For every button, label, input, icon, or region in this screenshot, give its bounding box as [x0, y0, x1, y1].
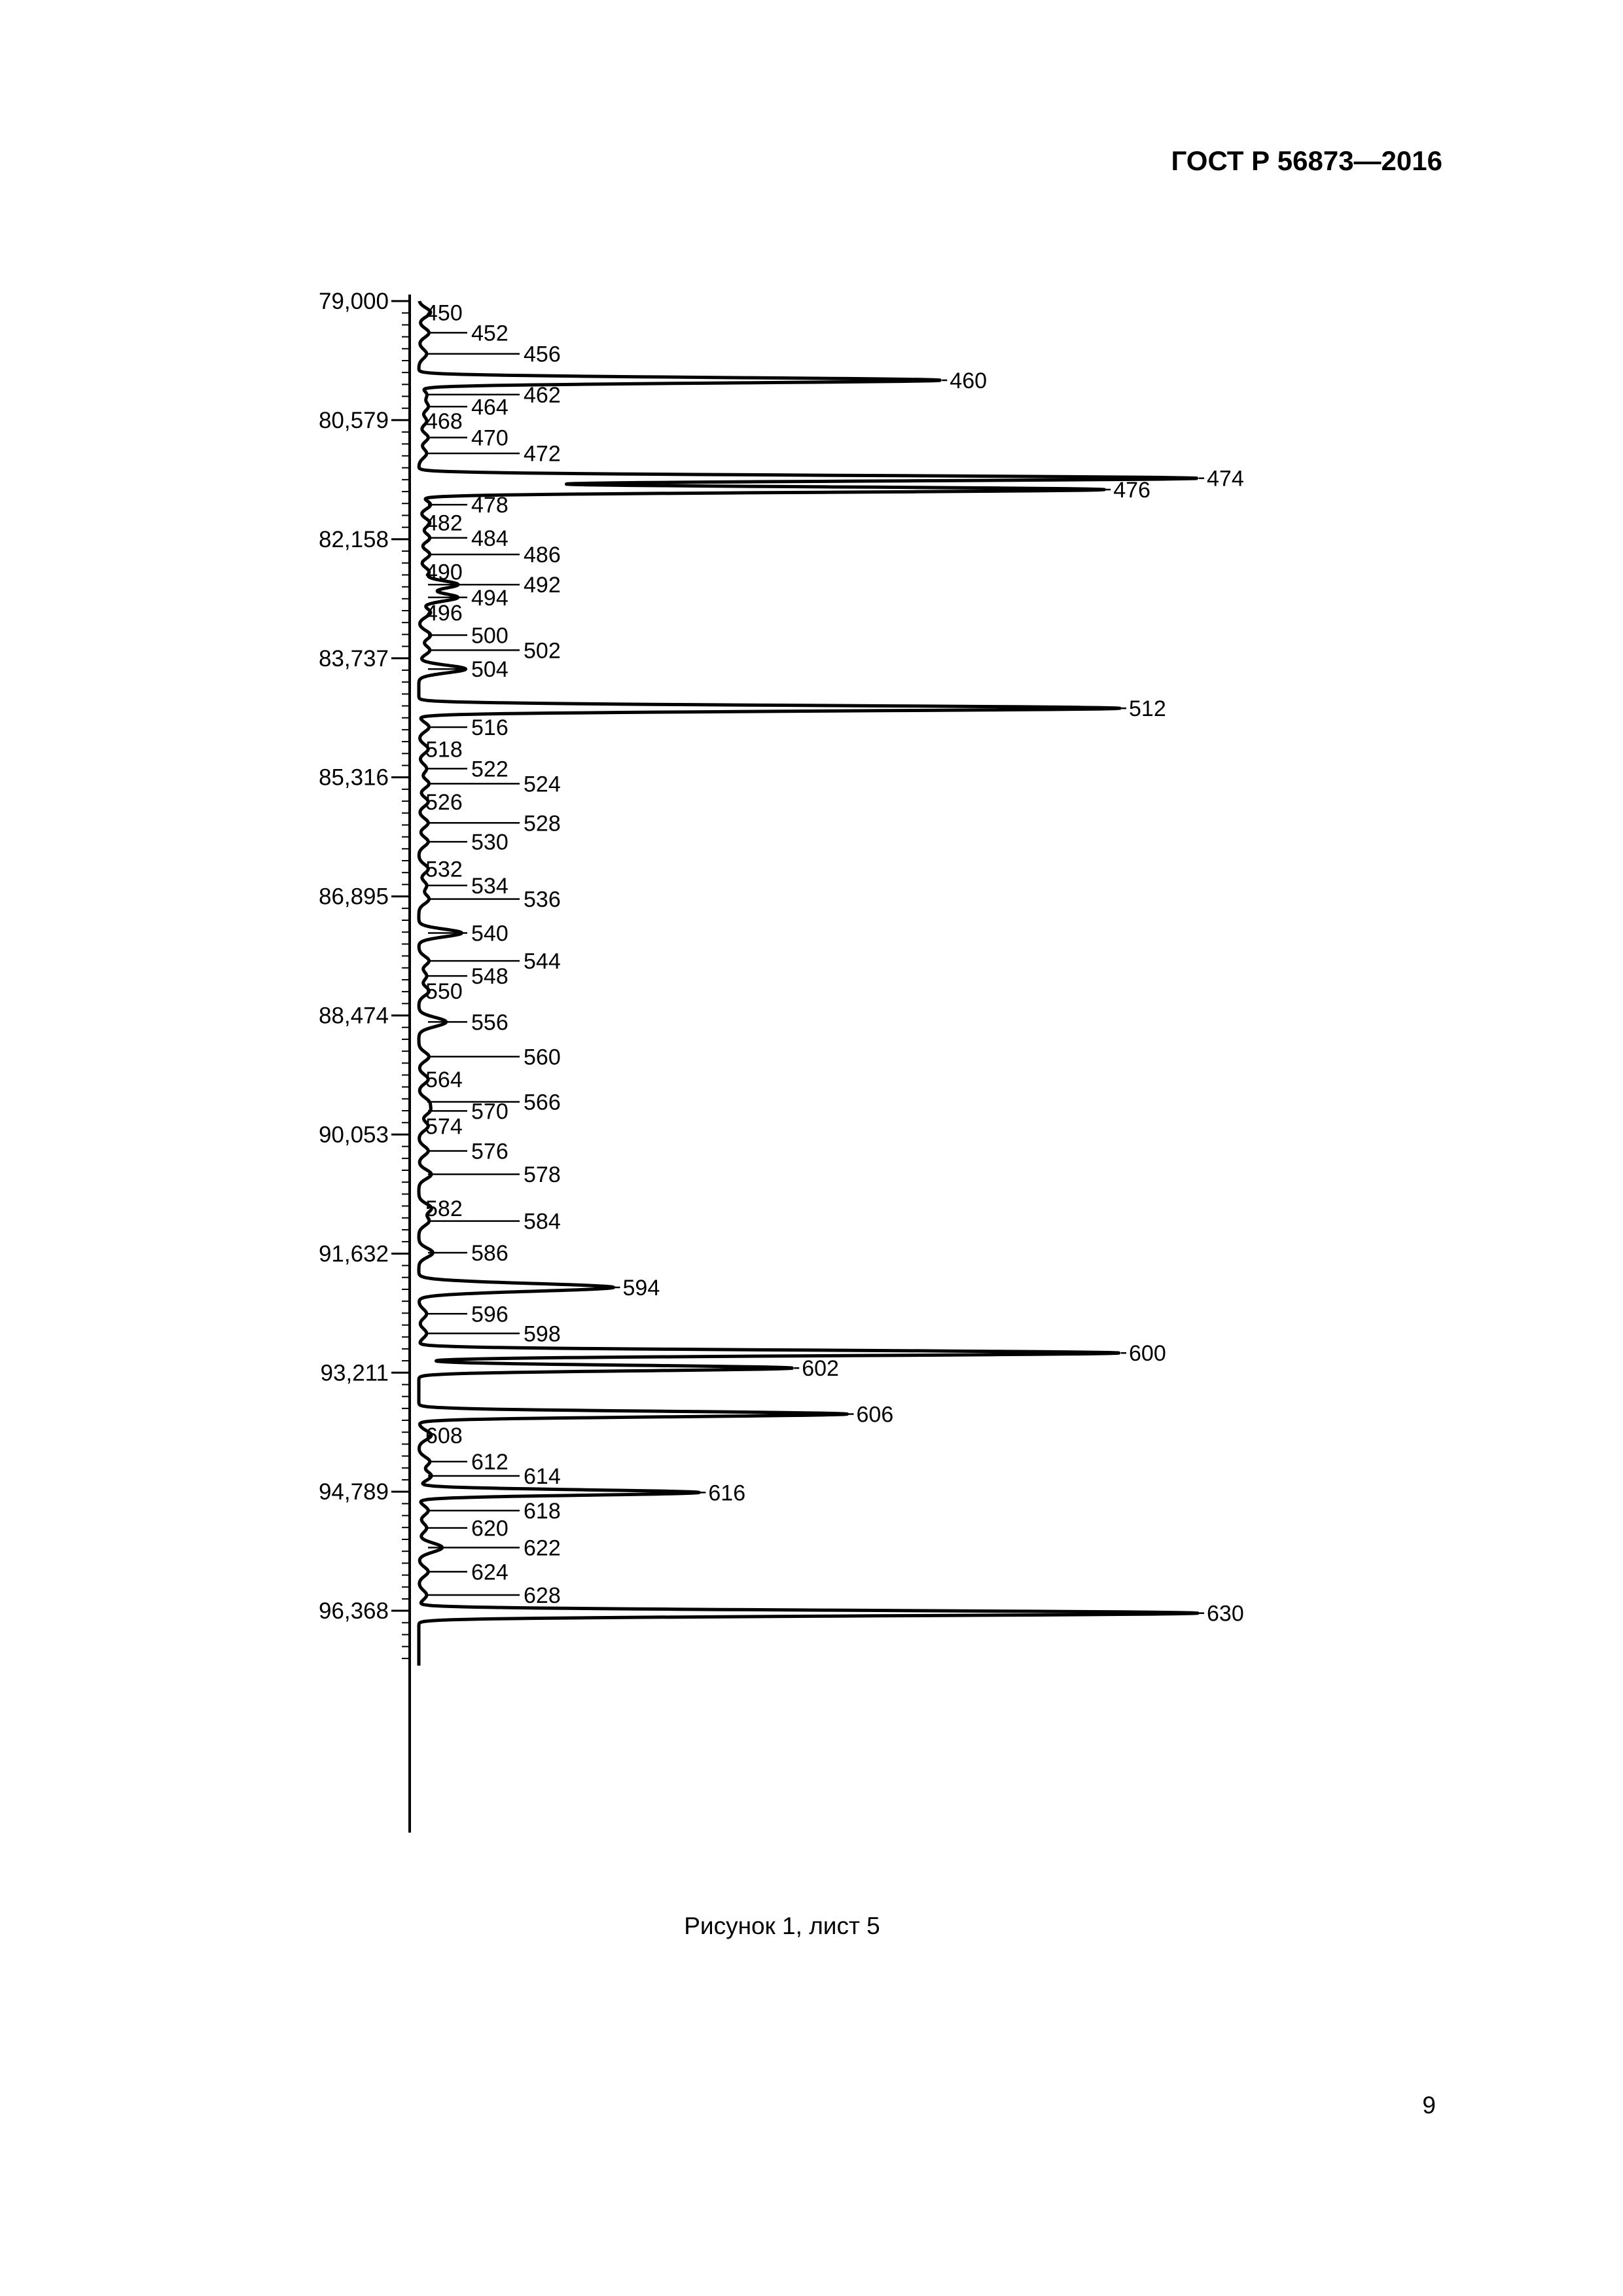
peak-label: 622	[524, 1535, 561, 1561]
peak-label: 472	[524, 441, 561, 467]
peak-label: 524	[524, 772, 561, 797]
peak-point	[425, 768, 427, 770]
figure-caption: Рисунок 1, лист 5	[684, 1912, 880, 1939]
peak-label: 496	[425, 600, 463, 626]
peak-label: 452	[471, 321, 508, 346]
peak-label: 614	[524, 1464, 561, 1490]
peak-point	[425, 1333, 427, 1335]
peak-label: 616	[708, 1480, 746, 1506]
peak-point	[425, 1594, 427, 1596]
peak-label: 584	[524, 1209, 561, 1234]
peak-label: 476	[1113, 478, 1150, 503]
peak-point	[1119, 1352, 1121, 1354]
peak-label: 594	[622, 1275, 660, 1300]
y-tick-label: 82,158	[318, 526, 389, 552]
peak-label: 456	[524, 342, 561, 367]
peak-label: 606	[856, 1402, 894, 1427]
peak-label: 486	[524, 543, 561, 568]
y-tick-label: 86,895	[318, 884, 389, 910]
y-tick-label: 96,368	[318, 1598, 389, 1624]
y-tick-label: 88,474	[318, 1003, 389, 1029]
peak-label: 516	[471, 715, 508, 740]
peak-label: 630	[1207, 1601, 1244, 1626]
peak-label: 624	[471, 1560, 508, 1585]
peak-label: 518	[425, 737, 463, 762]
peak-label: 550	[425, 979, 463, 1005]
y-tick-label: 91,632	[318, 1241, 389, 1267]
peak-label: 450	[425, 300, 463, 326]
y-tick-label: 79,000	[318, 289, 389, 314]
peak-point	[1197, 1612, 1199, 1614]
trace-line	[419, 301, 1198, 1666]
peak-label: 460	[950, 368, 988, 393]
y-tick-label: 85,316	[318, 764, 389, 791]
peak-label: 540	[471, 921, 508, 946]
peak-point	[1103, 489, 1105, 491]
document-designation: ГОСТ Р 56873—2016	[1171, 145, 1442, 176]
peak-labels	[425, 300, 1244, 1626]
peak-label: 500	[471, 623, 508, 649]
peak-label: 556	[471, 1010, 508, 1035]
peak-point	[846, 1413, 848, 1415]
chromatogram-trace	[419, 301, 1199, 1666]
peak-label: 544	[524, 949, 561, 975]
time-axis	[319, 289, 410, 1833]
peak-label: 566	[524, 1090, 561, 1115]
peak-label: 522	[471, 757, 508, 782]
peak-label: 570	[471, 1099, 508, 1124]
peak-point	[1119, 708, 1121, 709]
y-tick-label: 90,053	[318, 1122, 389, 1148]
peak-point	[425, 393, 427, 395]
peak-point	[425, 884, 427, 886]
y-tick-label: 94,789	[318, 1479, 389, 1505]
peak-point	[940, 379, 942, 381]
peak-label: 586	[471, 1240, 508, 1266]
peak-point	[698, 1492, 700, 1494]
peak-label: 598	[524, 1321, 561, 1347]
peak-label: 474	[1207, 466, 1244, 492]
peak-label: 600	[1129, 1341, 1166, 1367]
peak-label: 512	[1129, 696, 1166, 722]
peak-label: 470	[471, 425, 508, 451]
peak-label: 462	[524, 382, 561, 408]
peak-label: 478	[471, 493, 508, 518]
peak-point	[425, 353, 427, 355]
peak-label: 612	[471, 1450, 508, 1475]
peak-label: 490	[425, 560, 463, 585]
peak-label: 482	[425, 511, 463, 536]
peak-label: 468	[425, 409, 463, 435]
page-number: 9	[1422, 2092, 1436, 2119]
peak-label: 628	[524, 1583, 561, 1609]
peak-label: 596	[471, 1302, 508, 1327]
peak-point	[425, 975, 427, 977]
peak-label: 502	[524, 638, 561, 664]
peak-point	[425, 1313, 427, 1315]
peak-point	[613, 1286, 615, 1288]
y-tick-label: 80,579	[318, 407, 389, 433]
peak-label: 492	[524, 573, 561, 598]
peak-label: 504	[471, 657, 508, 683]
peak-label: 574	[425, 1114, 463, 1139]
peak-point	[1197, 477, 1199, 479]
peak-label: 618	[524, 1498, 561, 1524]
peak-label: 484	[471, 526, 508, 551]
peak-label: 528	[524, 811, 561, 836]
peak-label: 560	[524, 1045, 561, 1070]
peak-label: 564	[425, 1067, 463, 1092]
peak-point	[792, 1367, 794, 1369]
peak-label: 582	[425, 1196, 463, 1221]
y-tick-label: 83,737	[318, 645, 389, 672]
y-tick-label: 93,211	[320, 1360, 389, 1386]
peak-label: 576	[471, 1139, 508, 1164]
peak-label: 620	[471, 1516, 508, 1541]
peak-label: 494	[471, 585, 508, 611]
peak-label: 602	[802, 1356, 839, 1382]
peak-point	[425, 1527, 427, 1529]
peak-label: 548	[471, 964, 508, 990]
peak-label: 534	[471, 873, 508, 899]
peak-label: 464	[471, 395, 508, 420]
peak-point	[425, 452, 427, 454]
peak-label: 526	[425, 790, 463, 816]
peak-label: 532	[425, 857, 463, 882]
peak-label: 608	[425, 1423, 463, 1448]
peak-label: 536	[524, 887, 561, 912]
peak-label: 578	[524, 1162, 561, 1188]
peak-label: 530	[471, 830, 508, 855]
